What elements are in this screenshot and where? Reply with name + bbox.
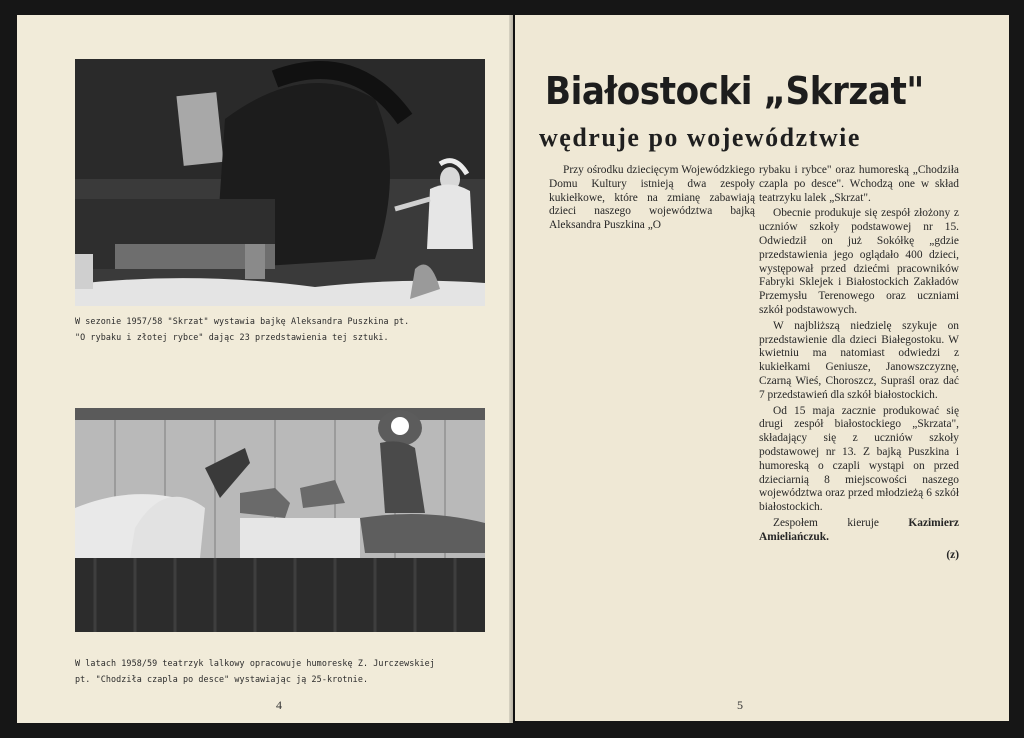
signature-prefix: Zespołem kieruje xyxy=(773,516,879,529)
article-subheadline: wędruje po województwie xyxy=(539,123,861,152)
caption-line: pt. "Chodziła czapla po desce" wystawiając ją 25-krotnie. xyxy=(75,674,369,684)
signoff: (z) xyxy=(946,548,959,561)
photo1-caption xyxy=(75,313,485,345)
page-number-left: 4 xyxy=(276,698,282,712)
photo2-caption xyxy=(75,655,485,687)
puppet-show-photo-fisherman xyxy=(75,59,485,306)
caption-line: W latach 1958/59 teatrzyk lalkowy opracowuje humoreskę Z. Jurczewskiej xyxy=(75,658,435,668)
article-column-right xyxy=(759,164,959,564)
caption-line: W sezonie 1957/58 "Skrzat" wystawia bajkę Aleksandra Puszkina pt. xyxy=(75,316,410,326)
signature xyxy=(759,517,959,545)
article-column-left xyxy=(549,164,755,235)
paragraph: W najbliższą niedzielę szykuje on przedstawienie dla dzieci Białegostoku. W kwietniu ma natomiast odwiedzi z kukiełkami Geniusze, Janowszczyznę, Czarną Wieś, Choroszcz, Supraśl oraz dać 7 przedstawień dla szkół białostockich. xyxy=(759,319,959,401)
left-page xyxy=(17,15,513,723)
paragraph: Przy ośrodku dziecięcym Wojewódzkiego Domu Kultury istnieją dwa zespoły kukiełkowe, które na zmianę zabawiają dzieci naszego województwa bajką Aleksandra Puszkina „O xyxy=(549,164,755,232)
paragraph: Obecnie produkuje się zespół złożony z uczniów szkoły podstawowej nr 15. Odwiedził on już Sokółkę „gdzie przedstawienia jego oglądało 400 dzieci, występował przed dziećmi pracowników Fabryki Sklejek i Białostockich Zakładów Przemysłu Terenowego oraz uczniami szkół podstawowych. xyxy=(759,207,959,316)
page-number-right: 5 xyxy=(737,698,743,712)
paragraph: rybaku i rybce" oraz humoreską „Chodziła czapla po desce". Wchodzą one w skład teatrzyku lalek „Skrzat". xyxy=(759,164,959,204)
right-page xyxy=(515,15,1009,721)
article-headline: Białostocki „Skrzat" xyxy=(545,69,924,113)
caption-line: "O rybaku i złotej rybce" dając 23 przedstawienia tej sztuki. xyxy=(75,332,389,342)
paragraph: Od 15 maja zacznie produkować się drugi zespół białostockiego „Skrzata", składający się z uczniów szkoły podstawowej nr 13. Z bajką Puszkina i humoreską o czapli wystąpi on przed dziecіarnią 8 miejscowości naszego województwa oraz przed młodzieżą 6 szkół białostockich. xyxy=(759,404,959,514)
author-name: Kazimierz Amieliańczuk. xyxy=(759,516,959,543)
puppet-show-photo-heron xyxy=(75,408,485,632)
